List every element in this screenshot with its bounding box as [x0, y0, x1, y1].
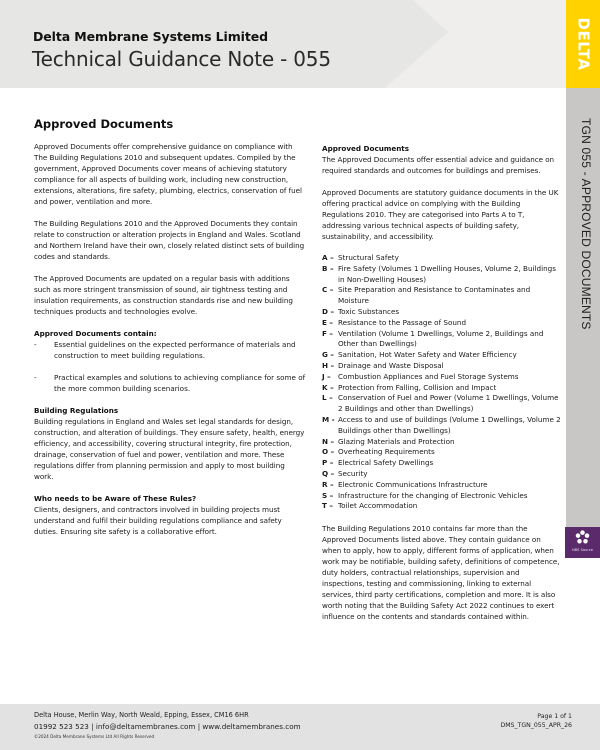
part-title: Infrastructure for the changing of Electronic Vehicles — [338, 490, 528, 500]
footer-contact: 01992 523 523 | info@deltamembranes.com | www.deltamembranes.com — [34, 722, 301, 731]
badge-label: NBS Source — [572, 548, 593, 552]
paragraph: Approved Documents offer comprehensive guidance on compliance with The Building Regulations 2010 and subsequent updates. Compiled by the government, Approved Documents cover means of achieving statutory compliance for all aspects of building work, including new construction, extensions, alterations, fire safety, plumbing, electrics, conservation of fuel and power, ventilation and more. — [34, 142, 302, 206]
part-code: M - — [322, 414, 335, 424]
delta-logo-text: DELTA — [574, 17, 593, 71]
part-code: F – — [322, 328, 334, 338]
bullet-text: Essential guidelines on the expected performance of materials and construction to meet building regulations. — [54, 340, 296, 360]
part-title: Protection from Falling, Collision and Impact — [338, 382, 497, 392]
part-title: Electronic Communications Infrastructure — [338, 479, 488, 489]
page-title: Technical Guidance Note - 055 — [32, 47, 331, 71]
part-item — [322, 318, 562, 329]
sidebar-label-text: TGN 055 - APPROVED DOCUMENTS — [579, 118, 593, 330]
part-code: G – — [322, 350, 334, 360]
part-title: Drainage and Waste Disposal — [338, 360, 444, 370]
left-column — [34, 117, 306, 548]
part-item — [322, 307, 562, 318]
part-title: Combustion Appliances and Fuel Storage Systems — [338, 371, 519, 381]
regs-heading: Building Regulations — [34, 406, 119, 415]
footer-address: Delta House, Merlin Way, North Weald, Epping, Essex, CM16 6HR — [34, 711, 249, 719]
part-item — [322, 469, 562, 480]
part-title: Overheating Requirements — [338, 447, 435, 457]
part-code: A – — [322, 253, 334, 262]
delta-logo — [566, 0, 600, 88]
bullet-marker: - — [34, 373, 37, 382]
part-title: Fire Safety (Volumes 1 Dwelling Houses, Volume 2, Buildings in Non-Dwelling Houses) — [338, 263, 556, 284]
part-title: Resistance to the Passage of Sound — [338, 317, 467, 327]
part-code: R – — [322, 479, 334, 489]
aware-text: Clients, designers, and contractors involved in building projects must understand and fulfil their building regulations compliance and safety duties. Ensuring site safety is a collaborative effort. — [34, 505, 282, 536]
part-code: H – — [322, 360, 335, 370]
part-title: Access to and use of buildings (Volume 1 Dwellings, Volume 2 Buildings other than Dwellings) — [338, 414, 561, 435]
document-reference: DMS_TGN_055_APR_26 — [500, 722, 572, 729]
footer — [0, 704, 600, 750]
part-item — [322, 480, 562, 491]
part-code: C – — [322, 285, 334, 295]
part-title: Toxic Substances — [338, 306, 400, 316]
bullet-item — [34, 372, 306, 394]
closing-text: The Building Regulations 2010 contains far more than the Approved Documents listed above. They contain guidance on when to apply, how to apply, different forms of application, when work may be notifiable, building safety, definitions of competence, duty holders, contractual relationships, supervision and inspections, testing and commissioning, linking to external services, third party certifications, completion and more. It is also worth noting that the Building Safety Act 2022 continues to exert influence on the contents and standards contained within. — [322, 524, 560, 622]
part-item — [322, 415, 562, 437]
part-title: Site Preparation and Resistance to Contaminates and Moisture — [338, 285, 531, 306]
part-title: Sanitation, Hot Water Safety and Water Efficiency — [338, 350, 517, 360]
header-arrow-shape — [0, 0, 450, 88]
part-code: D – — [322, 306, 335, 316]
sidebar-label — [566, 88, 600, 527]
part-title: Conservation of Fuel and Power (Volume 1 Dwellings, Volume 2 Buildings and other than Dwellings) — [338, 393, 559, 414]
part-item — [322, 285, 562, 307]
bullet-item — [34, 339, 306, 361]
page-number: Page 1 of 1 — [537, 713, 572, 720]
part-code: N – — [322, 436, 335, 446]
part-title: Electrical Safety Dwellings — [338, 458, 434, 468]
company-name: Delta Membrane Systems Limited — [33, 29, 268, 44]
bullet-list — [34, 339, 306, 394]
contain-heading: Approved Documents contain: — [34, 329, 157, 338]
intro-text: The Approved Documents offer essential advice and guidance on required standards and outcomes for buildings and premises. — [322, 155, 555, 175]
part-item — [322, 264, 562, 286]
right-column — [322, 143, 562, 633]
aware-heading: Who needs to be Aware of These Rules? — [34, 494, 197, 503]
part-item — [322, 383, 562, 394]
part-title: Security — [338, 468, 368, 478]
part-item — [322, 447, 562, 458]
part-item — [322, 253, 562, 264]
part-code: J – — [322, 371, 331, 381]
part-code: O – — [322, 447, 335, 457]
nbs-flower-icon — [575, 530, 590, 545]
header — [0, 0, 566, 88]
bullet-marker: - — [34, 340, 37, 349]
footer-copyright: ©2024 Delta Membrane Systems Ltd All Rights Reserved — [34, 734, 155, 739]
part-item — [322, 372, 562, 383]
part-item — [322, 329, 562, 351]
part-code: P – — [322, 458, 334, 468]
part-title: Toilet Accommodation — [338, 501, 418, 511]
part-code: S – — [322, 490, 334, 500]
part-item — [322, 393, 562, 415]
bullet-text: Practical examples and solutions to achieving compliance for some of the more common building scenarios. — [54, 373, 306, 393]
part-title: Structural Safety — [338, 253, 399, 262]
part-item — [322, 350, 562, 361]
section-heading: Approved Documents — [34, 117, 174, 131]
right-heading: Approved Documents — [322, 144, 410, 153]
part-title: Ventilation (Volume 1 Dwellings, Volume 2, Buildings and Other than Dwellings) — [338, 328, 544, 349]
parts-list — [322, 253, 562, 512]
part-item — [322, 437, 562, 448]
part-code: E – — [322, 317, 334, 327]
part-item — [322, 491, 562, 502]
nbs-source-badge — [565, 527, 600, 558]
part-code: B – — [322, 263, 334, 273]
regs-text: Building regulations in England and Wales set legal standards for design, construction, and alteration of buildings. They ensure safety, health, energy efficiency, and accessibility, covering structural integrity, fire protection, drainage, conservation of fuel and power, ventilation and more. These regulations differ from planning permission and apply to most building work. — [34, 417, 305, 481]
part-code: T – — [322, 501, 333, 511]
part-item — [322, 501, 562, 512]
part-code: K – — [322, 382, 334, 392]
statutory-text: Approved Documents are statutory guidance documents in the UK offering practical advice on complying with the Building Regulations 2010. They are categorised into Parts A to T, addressing various technical aspects of building safety, sustainability, and accessibility. — [322, 188, 559, 241]
part-title: Glazing Materials and Protection — [338, 436, 455, 446]
paragraph: The Building Regulations 2010 and the Approved Documents they contain relate to construction or alteration projects in England and Wales. Scotland and Northern Ireland have their own, closely related distinct sets of building codes and standards. — [34, 219, 305, 261]
part-item — [322, 361, 562, 372]
part-item — [322, 458, 562, 469]
part-code: Q – — [322, 468, 335, 478]
paragraph: The Approved Documents are updated on a regular basis with additions such as more stringent transmission of sound, air tightness testing and insulation requirements, as construction standards rise and new building techniques products and technologies evolve. — [34, 274, 293, 316]
part-code: L – — [322, 393, 333, 403]
